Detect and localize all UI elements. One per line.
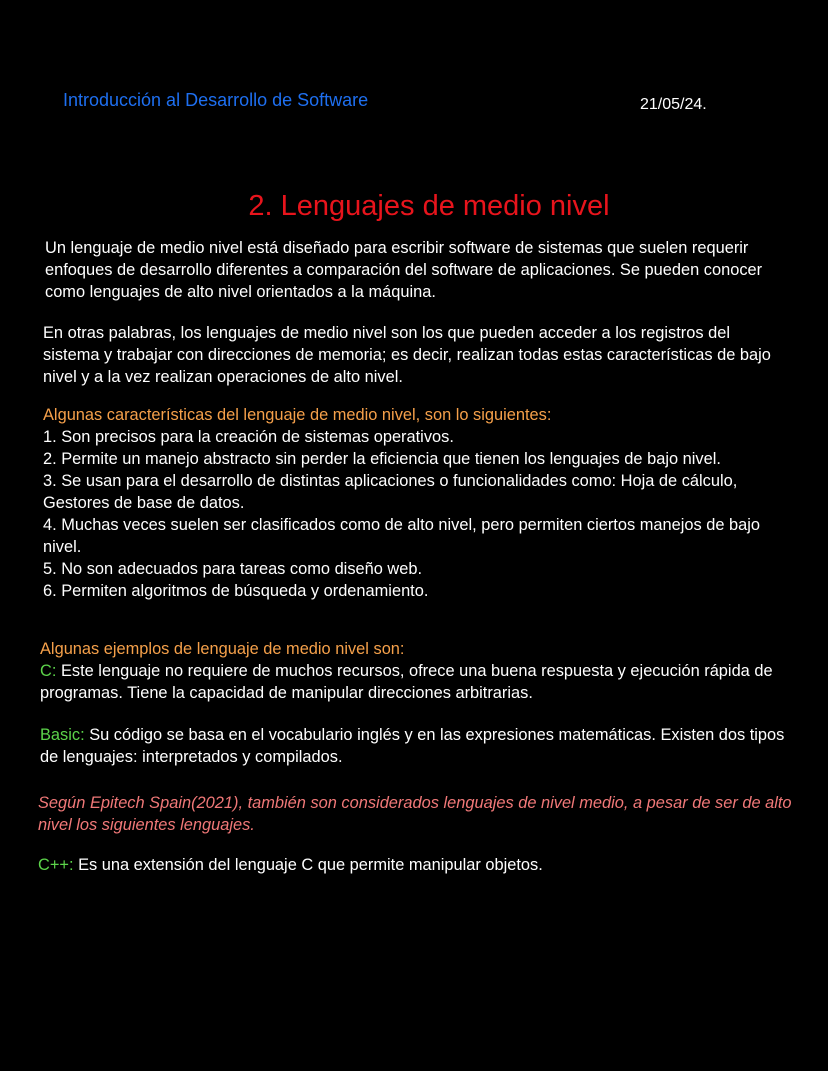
cpp-description: Es una extensión del lenguaje C que permite manipular objetos. xyxy=(73,856,543,874)
basic-description: Su código se basa en el vocabulario inglés y en las expresiones matemáticas. Existen dos tipos de lenguajes: interpretados y compilados. xyxy=(40,726,785,766)
features-heading: Algunas características del lenguaje de medio nivel, son lo siguientes: xyxy=(43,406,552,424)
feature-item: 1. Son precisos para la creación de sistemas operativos. xyxy=(43,428,454,446)
page-title: 2. Lenguajes de medio nivel xyxy=(248,190,610,222)
course-title: Introducción al Desarrollo de Software xyxy=(63,90,369,110)
feature-item: 2. Permite un manejo abstracto sin perder la eficiencia que tienen los lenguajes de bajo nivel. xyxy=(43,450,721,468)
feature-item: 4. Muchas veces suelen ser clasificados como de alto nivel, pero permiten ciertos manejos de bajo nivel. xyxy=(43,516,761,556)
basic-example xyxy=(40,724,800,768)
cpp-label: C++: xyxy=(38,856,74,874)
feature-item: 6. Permiten algoritmos de búsqueda y ordenamiento. xyxy=(43,582,429,600)
intro-paragraph-2: En otras palabras, los lenguajes de medio nivel son los que pueden acceder a los registros del sistema y trabajar con direcciones de memoria; es decir, realizan todas estas características de bajo nivel y a la vez realizan operaciones de alto nivel. xyxy=(43,324,771,386)
citation-note: Según Epitech Spain(2021), también son considerados lenguajes de nivel medio, a pesar de ser de alto nivel los siguientes lenguajes. xyxy=(38,794,792,834)
c-example xyxy=(40,662,773,702)
feature-item: 3. Se usan para el desarrollo de distintas aplicaciones o funcionalidades como: Hoja de cálculo, Gestores de base de datos. xyxy=(43,472,738,512)
intro-paragraph-1: Un lenguaje de medio nivel está diseñado para escribir software de sistemas que suelen requerir enfoques de desarrollo diferentes a comparación del software de aplicaciones. Se pueden conocer como lenguajes de alto nivel orientados a la máquina. xyxy=(45,239,763,301)
cpp-example xyxy=(38,854,798,876)
date: 21/05/24. xyxy=(640,96,707,113)
examples-section xyxy=(40,638,800,704)
features-section xyxy=(43,404,783,602)
basic-label: Basic: xyxy=(40,726,85,744)
feature-item: 5. No son adecuados para tareas como diseño web. xyxy=(43,560,423,578)
c-description: Este lenguaje no requiere de muchos recursos, ofrece una buena respuesta y ejecución rápida de programas. Tiene la capacidad de manipular direcciones arbitrarias. xyxy=(40,662,773,702)
examples-heading: Algunas ejemplos de lenguaje de medio nivel son: xyxy=(40,640,405,658)
c-label: C: xyxy=(40,662,57,680)
